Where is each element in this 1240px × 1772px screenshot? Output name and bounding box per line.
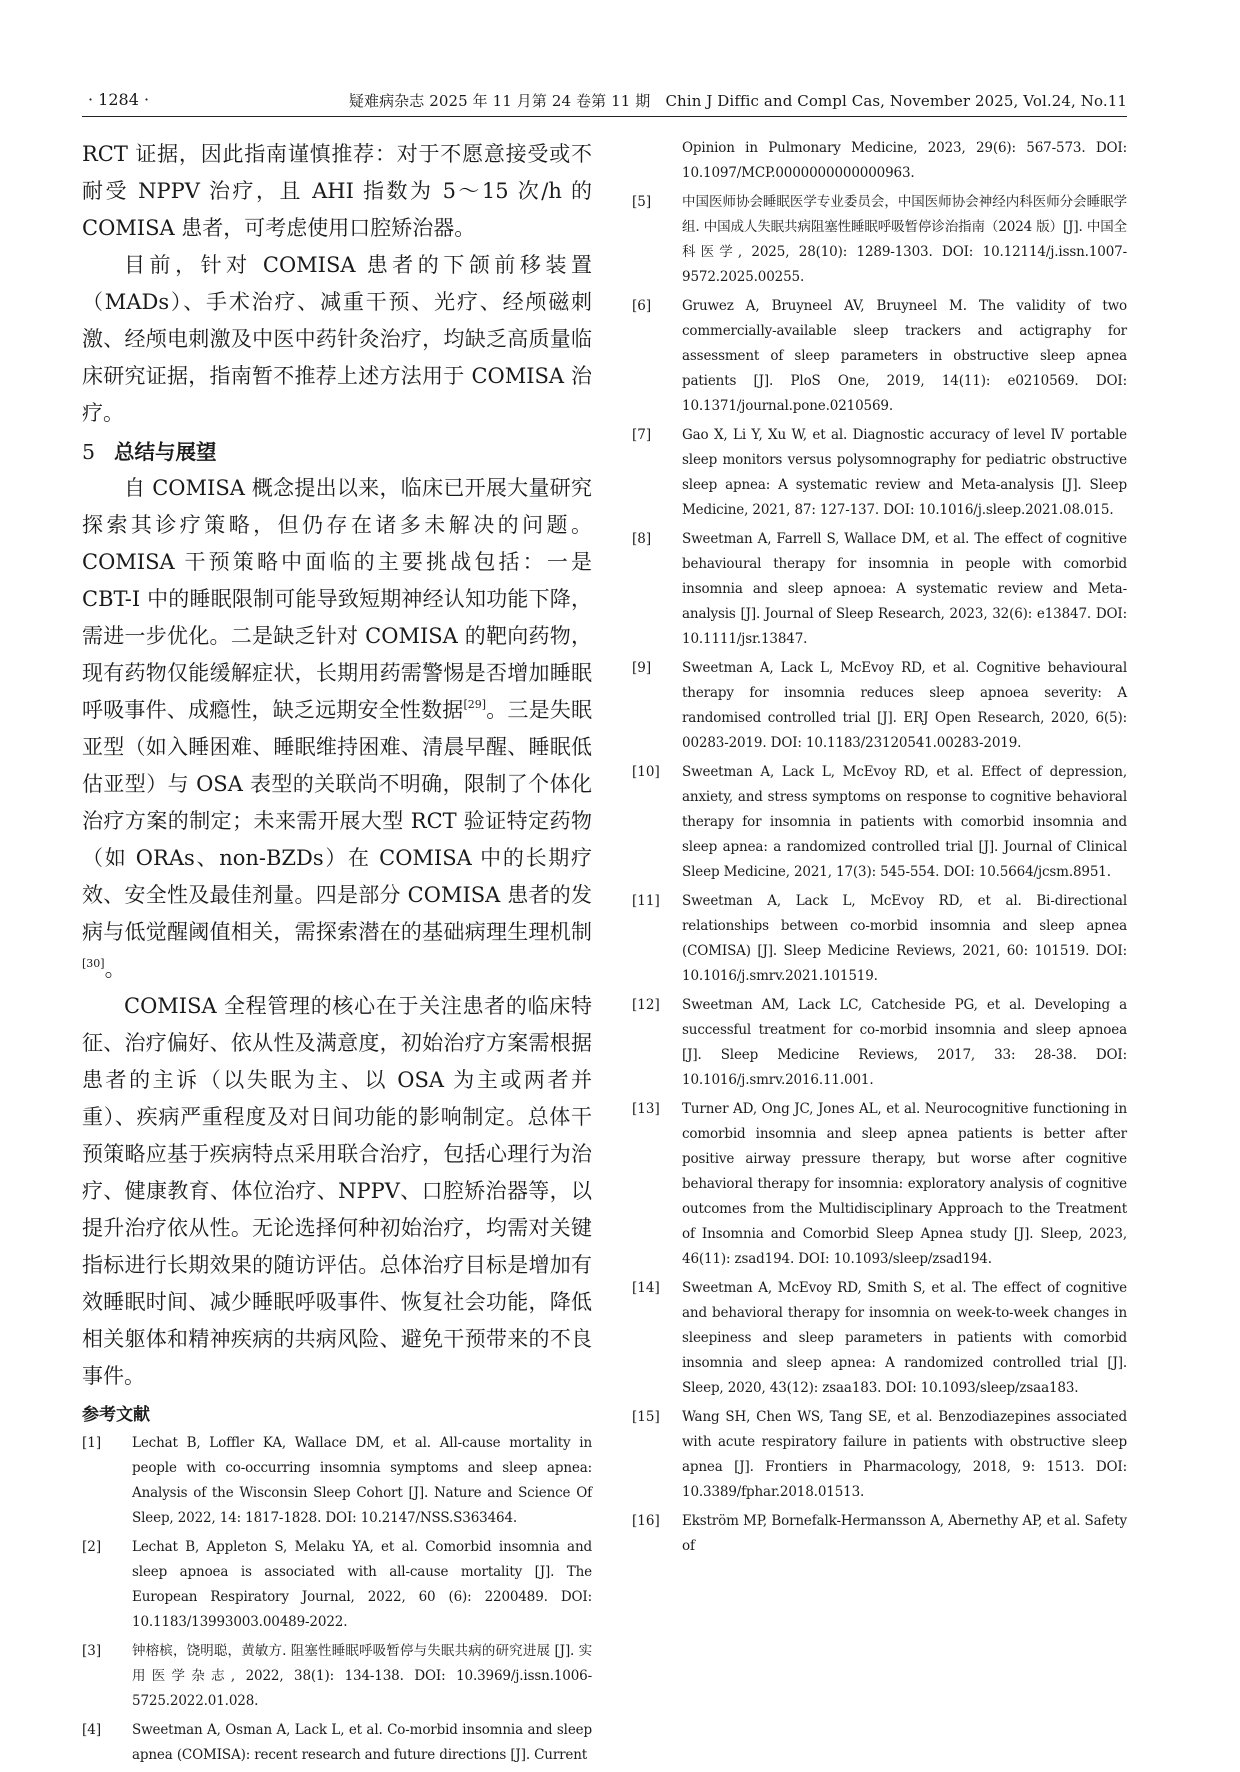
references-heading: 参考文献 [82,1405,150,1425]
header-rule [82,116,1127,117]
reference-text: Sweetman A, Osman A, Lack L, et al. Co-morbid insomnia and sleep apnea (COMISA): recent research and future directions [J]. Current [132,1722,592,1763]
reference-number: [1] [82,1435,102,1451]
reference-entry [632,1097,1127,1272]
reference-text: Lechat B, Appleton S, Melaku YA, et al. Comorbid insomnia and sleep apnoea is associated with all-cause mortality [J]. The European Respiratory Journal, 2022, 60 (6): 2200489. DOI: 10.1183/13993003.00489-2022. [132,1539,592,1630]
reference-text: Sweetman A, Lack L, McEvoy RD, et al. Cognitive behavioural therapy for insomnia reduces sleep apnoea severity: A randomised controlled trial [J]. ERJ Open Research, 2020, 6(5): 00283-2019. DOI: 10.1183/23120541.00283-2019. [682,660,1127,751]
citation-mark: [30] [82,957,105,970]
body-text: 自 COMISA 概念提出以来，临床已开展大量研究探索其诊疗策略，但仍存在诸多未解决的问题。COMISA 干预策略中面临的主要挑战包括：一是 CBT-I 中的睡眠限制可能导致短期神经认知功能下降，需进一步优化。二是缺乏针对 COMISA 的靶向药物，现有药物仅能缓解症状，长期用药需警惕是否增加睡眠呼吸事件、成瘾性，缺乏远期安全性数据 [82,476,592,722]
reference-entry [632,1509,1127,1559]
journal-citation-line: 疑难病杂志 2025 年 11 月第 24 卷第 11 期 Chin J Diffic and Compl Cas, November 2025, Vol.24, No.11 [348,92,1127,110]
body-paragraph: COMISA 全程管理的核心在于关注患者的临床特征、治疗偏好、依从性及满意度，初始治疗方案需根据患者的主诉（以失眠为主、以 OSA 为主或两者并重）、疾病严重程度及对日间功能的影响制定。总体干预策略应基于疾病特点采用联合治疗，包括心理行为治疗、健康教育、体位治疗、NPPV、口腔矫治器等，以提升治疗依从性。无论选择何种初始治疗，均需对关键指标进行长期效果的随访评估。总体治疗目标是增加有效睡眠时间、减少睡眠呼吸事件、恢复社会功能，降低相关躯体和精神疾病的共病风险、避免干预带来的不良事件。 [82,994,592,1388]
reference-text: Gao X, Li Y, Xu W, et al. Diagnostic accuracy of level Ⅳ portable sleep monitors versus polysomnography for pediatric obstructive sleep apnea: A systematic review and Meta-analysis [J]. Sleep Medicine, 2021, 87: 127-137. DOI: 10.1016/j.sleep.2021.08.015. [682,427,1127,518]
reference-entry [632,527,1127,652]
right-column [632,136,1127,1563]
reference-entry [632,760,1127,885]
reference-number: [6] [632,298,652,314]
page-number: · 1284 · [88,90,150,109]
left-column [82,136,592,1772]
reference-number: [15] [632,1409,660,1425]
reference-entry [632,656,1127,756]
reference-number: [10] [632,764,660,780]
reference-list-right [632,136,1127,1559]
reference-number: [9] [632,660,652,676]
body-text: 。 [104,957,126,981]
citation-mark: [29] [463,698,487,711]
reference-text: Sweetman A, Lack L, McEvoy RD, et al. Bi-directional relationships between co-morbid insomnia and sleep apnea (COMISA) [J]. Sleep Medicine Reviews, 2021, 60: 101519. DOI: 10.1016/j.smrv.2021.101519. [682,893,1127,984]
reference-entry [632,889,1127,989]
running-header [82,90,1127,116]
reference-text: Sweetman A, McEvoy RD, Smith S, et al. The effect of cognitive and behavioral therapy for insomnia on week-to-week changes in sleepiness and sleep parameters in patients with comorbid insomnia and sleep apnea: A randomized controlled trial [J]. Sleep, 2020, 43(12): zsaa183. DOI: 10.1093/sleep/zsaa183. [682,1280,1127,1396]
reference-text: 中国医师协会睡眠医学专业委员会，中国医师协会神经内科医师分会睡眠学组. 中国成人失眠共病阻塞性睡眠呼吸暂停诊治指南（2024 版）[J]. 中国全科医学, 2025, 28(10): 1289-1303. DOI: 10.12114/j.issn.1007-9572.2025.00255. [682,194,1127,285]
reference-text: Turner AD, Ong JC, Jones AL, et al. Neurocognitive functioning in comorbid insomnia and sleep apnea patients is better after positive airway pressure therapy, but worse after cognitive behavioral therapy for insomnia: exploratory analysis of cognitive outcomes from the Multidisciplinary Approach to the Treatment of Insomnia and Comorbid Sleep Apnea study [J]. Sleep, 2023, 46(11): zsad194. DOI: 10.1093/sleep/zsad194. [682,1101,1127,1267]
body-text: 。三是失眠亚型（如入睡困难、睡眠维持困难、清晨早醒、睡眠低估亚型）与 OSA 表型的关联尚不明确，限制了个体化治疗方案的制定；未来需开展大型 RCT 验证特定药物（如 ORAs、non-BZDs）在 COMISA 中的长期疗效、安全性及最佳剂量。四是部分 COMISA 患者的发病与低觉醒阈值相关，需探索潜在的基础病理生理机制 [82,698,593,944]
reference-number: [16] [632,1513,660,1529]
reference-number: [3] [82,1643,102,1659]
reference-text: Gruwez A, Bruyneel AV, Bruyneel M. The validity of two commercially-available sleep trackers and actigraphy for assessment of sleep parameters in obstructive sleep apnea patients [J]. PloS One, 2019, 14(11): e0210569. DOI: 10.1371/journal.pone.0210569. [682,298,1127,414]
reference-entry [632,993,1127,1093]
reference-number: [12] [632,997,660,1013]
reference-text: Sweetman AM, Lack LC, Catcheside PG, et al. Developing a successful treatment for co-morbid insomnia and sleep apnoea [J]. Sleep Medicine Reviews, 2017, 33: 28-38. DOI: 10.1016/j.smrv.2016.11.001. [682,997,1127,1088]
section-title: 总结与展望 [114,440,217,464]
reference-entry [82,1639,592,1714]
reference-text: Sweetman A, Farrell S, Wallace DM, et al. The effect of cognitive behavioural therapy for insomnia in people with comorbid insomnia and sleep apnoea: A systematic review and Meta-analysis [J]. Journal of Sleep Research, 2023, 32(6): e13847. DOI: 10.1111/jsr.13847. [682,531,1127,647]
reference-text: 钟榕槟，饶明聪，黄敏方. 阻塞性睡眠呼吸暂停与失眠共病的研究进展 [J]. 实用医学杂志, 2022, 38(1): 134-138. DOI: 10.3969/j.issn.1006-5725.2022.01.028. [132,1643,592,1709]
reference-entry [632,1405,1127,1505]
reference-entry [632,294,1127,419]
reference-number [632,136,682,186]
reference-text: Ekström MP, Bornefalk-Hermansson A, Abernethy AP, et al. Safety of [682,1513,1127,1554]
reference-entry [632,190,1127,290]
reference-text: Wang SH, Chen WS, Tang SE, et al. Benzodiazepines associated with acute respiratory failure in patients with obstructive sleep apnea [J]. Frontiers in Pharmacology, 2018, 9: 1513. DOI: 10.3389/fphar.2018.01513. [682,1409,1127,1500]
body-paragraph: 目前，针对 COMISA 患者的下颌前移装置（MADs）、手术治疗、减重干预、光疗、经颅磁刺激、经颅电刺激及中医中药针灸治疗，均缺乏高质量临床研究证据，指南暂不推荐上述方法用于 COMISA 治疗。 [82,253,592,425]
reference-entry [632,136,1127,186]
reference-number: [7] [632,427,652,443]
reference-number: [2] [82,1539,102,1555]
section-heading [82,434,592,470]
reference-entry [82,1431,592,1531]
reference-number: [11] [632,893,660,909]
reference-entry [632,423,1127,523]
reference-list-left [82,1431,592,1768]
reference-number: [4] [82,1722,102,1738]
reference-text: Sweetman A, Lack L, McEvoy RD, et al. Effect of depression, anxiety, and stress symptoms on response to cognitive behavioral therapy for insomnia in patients with comorbid insomnia and sleep apnea: a randomized controlled trial [J]. Journal of Clinical Sleep Medicine, 2021, 17(3): 545-554. DOI: 10.5664/jcsm.8951. [682,764,1127,880]
reference-number: [5] [632,194,652,210]
reference-number: [14] [632,1280,660,1296]
body-paragraph: RCT 证据，因此指南谨慎推荐：对于不愿意接受或不耐受 NPPV 治疗，且 AHI 指数为 5～15 次/h 的 COMISA 患者，可考虑使用口腔矫治器。 [82,142,592,240]
reference-text: Lechat B, Loffler KA, Wallace DM, et al. All-cause mortality in people with co-occurring insomnia symptoms and sleep apnea: Analysis of the Wisconsin Sleep Cohort [J]. Nature and Science Of Sleep, 2022, 14: 1817-1828. DOI: 10.2147/NSS.S363464. [132,1435,592,1526]
reference-number: [8] [632,531,652,547]
reference-number: [13] [632,1101,660,1117]
section-number: 5 [82,440,96,464]
reference-entry [632,1276,1127,1401]
reference-entry [82,1718,592,1768]
reference-entry [82,1535,592,1635]
reference-text: Opinion in Pulmonary Medicine, 2023, 29(6): 567-573. DOI: 10.1097/MCP.0000000000000963. [682,140,1127,181]
body-paragraph [82,470,592,988]
